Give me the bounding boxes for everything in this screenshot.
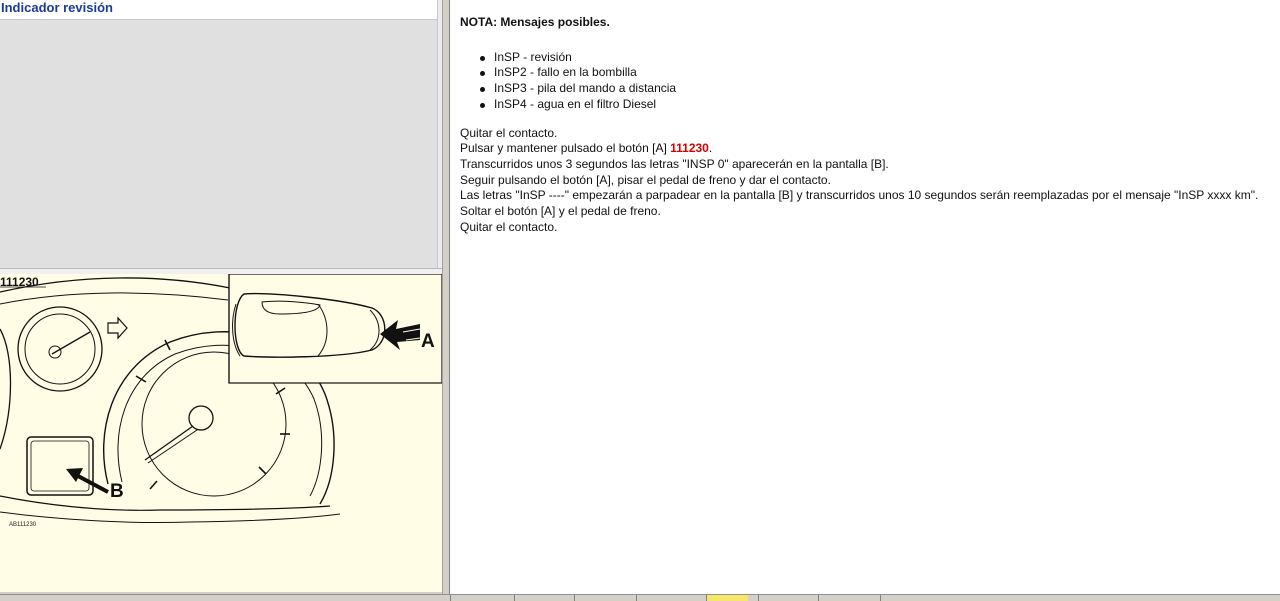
step-2: [460, 141, 1280, 157]
step-1: Quitar el contacto.: [460, 125, 558, 140]
indicador-revision-link[interactable]: Indicador revisión: [1, 0, 113, 15]
left-top-pane: [0, 0, 442, 268]
messages-list: [460, 50, 1280, 113]
step-7: Quitar el contacto.: [460, 219, 558, 234]
step-4: Seguir pulsando el botón [A], pisar el pedal de freno y dar el contacto.: [460, 172, 831, 187]
list-item: InSP - revisión: [494, 50, 1280, 66]
callout-label-b: B: [110, 481, 124, 502]
figure-id-label: AB111230: [9, 522, 37, 528]
step-2-reference-link[interactable]: 111230: [670, 141, 709, 156]
vertical-splitter[interactable]: [442, 0, 450, 594]
step-2-end: .: [708, 141, 713, 156]
tab-strip-filler: [880, 595, 1280, 601]
instrument-cluster-illustration: [0, 274, 442, 592]
step-5: Las letras "InSP ----" empezarán a parpadear en la pantalla [B] y transcurridos unos 10 segundos serán reemplazadas por el mensaje "InSP xxxx km".: [460, 188, 1259, 203]
title-bar: [0, 0, 437, 20]
step-3: Transcurridos unos 3 segundos las letras "INSP 0" aparecerán en la pantalla [B].: [460, 156, 889, 171]
list-item: InSP2 - fallo en la bombilla: [494, 65, 1280, 81]
note-title: NOTA: Mensajes posibles.: [460, 15, 610, 29]
tab-5-active[interactable]: [706, 595, 748, 601]
instructions-content: [460, 15, 1280, 235]
tab-1[interactable]: [450, 595, 514, 601]
list-item: InSP4 - agua en el filtro Diesel: [494, 97, 1280, 113]
tab-7[interactable]: [818, 595, 880, 601]
tab-4[interactable]: [636, 595, 698, 601]
illustration-pane: [0, 274, 442, 592]
tab-3[interactable]: [574, 595, 636, 601]
instructions-pane: [450, 0, 1280, 594]
step-2-text: Pulsar y mantener pulsado el botón [A]: [460, 141, 671, 156]
callout-label-a: A: [421, 331, 435, 352]
tab-2[interactable]: [514, 595, 574, 601]
figure-reference-number: 111230: [0, 275, 39, 289]
tab-6[interactable]: [758, 595, 818, 601]
list-item: InSP3 - pila del mando a distancia: [494, 81, 1280, 97]
step-6: Soltar el botón [A] y el pedal de freno.: [460, 204, 661, 219]
